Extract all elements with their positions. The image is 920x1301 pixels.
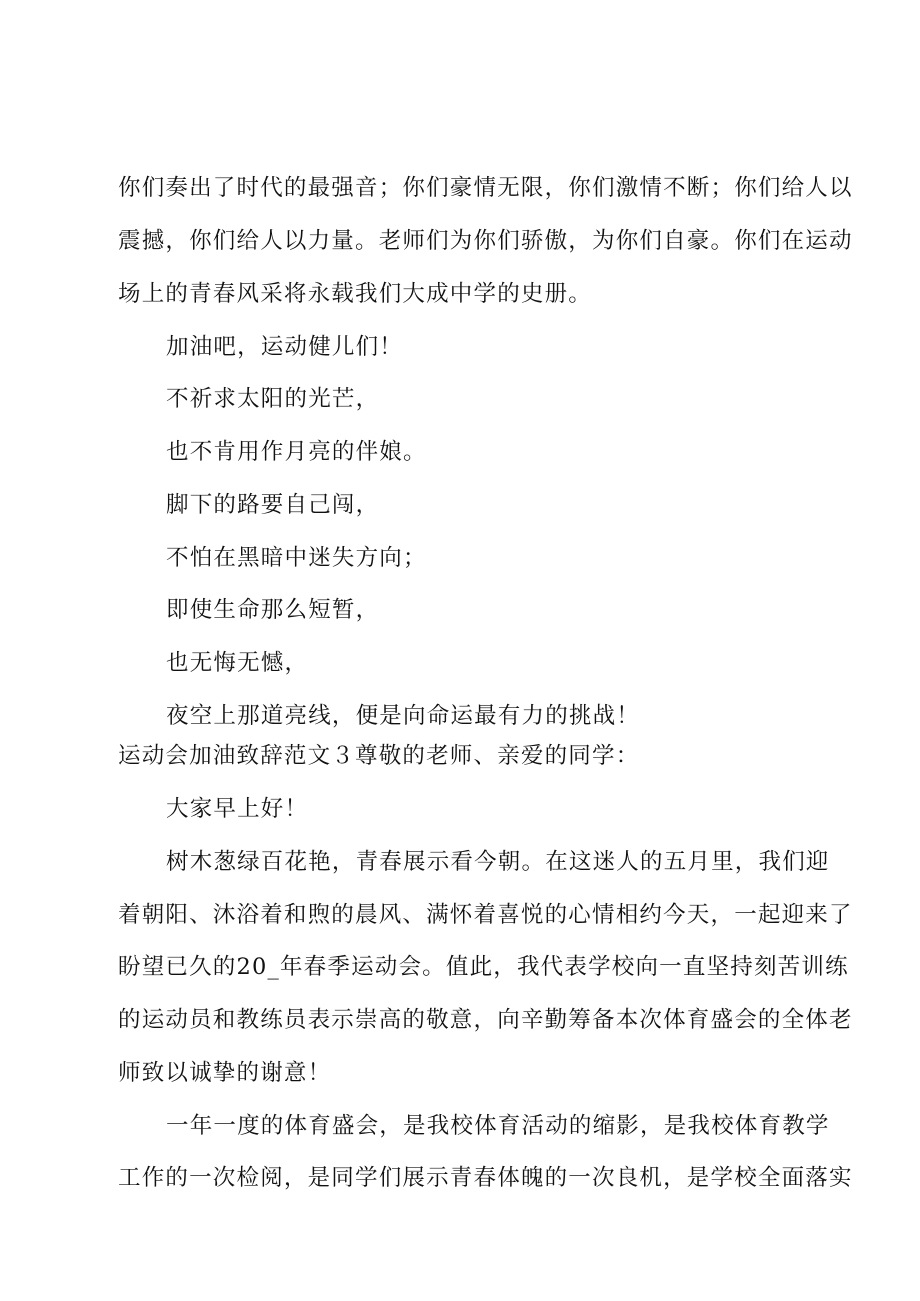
paragraph-line: 工作的一次检阅，是同学们展示青春体魄的一次良机，是学校全面落实 <box>118 1165 853 1191</box>
paragraph-line: 一年一度的体育盛会，是我校体育活动的缩影，是我校体育教学 <box>166 1113 830 1139</box>
greeting-line: 大家早上好！ <box>166 796 309 822</box>
poem-line: 脚下的路要自己闯， <box>166 492 380 518</box>
paragraph-line: 树木葱绿百花艳，青春展示看今朝。在这迷人的五月里，我们迎 <box>166 849 830 875</box>
poem-line: 不怕在黑暗中迷失方向； <box>166 545 427 571</box>
paragraph-line: 你们奏出了时代的最强音；你们豪情无限，你们激情不断；你们给人以 <box>118 175 853 201</box>
paragraph-line: 震撼，你们给人以力量。老师们为你们骄傲，为你们自豪。你们在运动 <box>118 228 853 254</box>
paragraph-line: 盼望已久的20_年春季运动会。值此，我代表学校向一直坚持刻苦训练 <box>118 954 849 980</box>
poem-line: 也不肯用作月亮的伴娘。 <box>166 439 427 465</box>
paragraph-line: 的运动员和教练员表示崇高的敬意，向辛勤筹备本次体育盛会的全体老 <box>118 1007 853 1033</box>
poem-line: 夜空上那道亮线，便是向命运最有力的挑战！ <box>166 703 641 729</box>
poem-line: 即使生命那么短暂， <box>166 597 380 623</box>
poem-line: 加油吧，运动健儿们！ <box>166 334 404 360</box>
section-heading: 运动会加油致辞范文３尊敬的老师、亲爱的同学： <box>118 743 640 769</box>
paragraph-line: 场上的青春风采将永载我们大成中学的史册。 <box>118 281 593 307</box>
poem-line: 不祈求太阳的光芒， <box>166 386 380 412</box>
paragraph-line: 师致以诚挚的谢意！ <box>118 1060 332 1086</box>
paragraph-line: 着朝阳、沐浴着和煦的晨风、满怀着喜悦的心情相约今天，一起迎来了 <box>118 902 853 928</box>
poem-line: 也无悔无憾， <box>166 650 309 676</box>
